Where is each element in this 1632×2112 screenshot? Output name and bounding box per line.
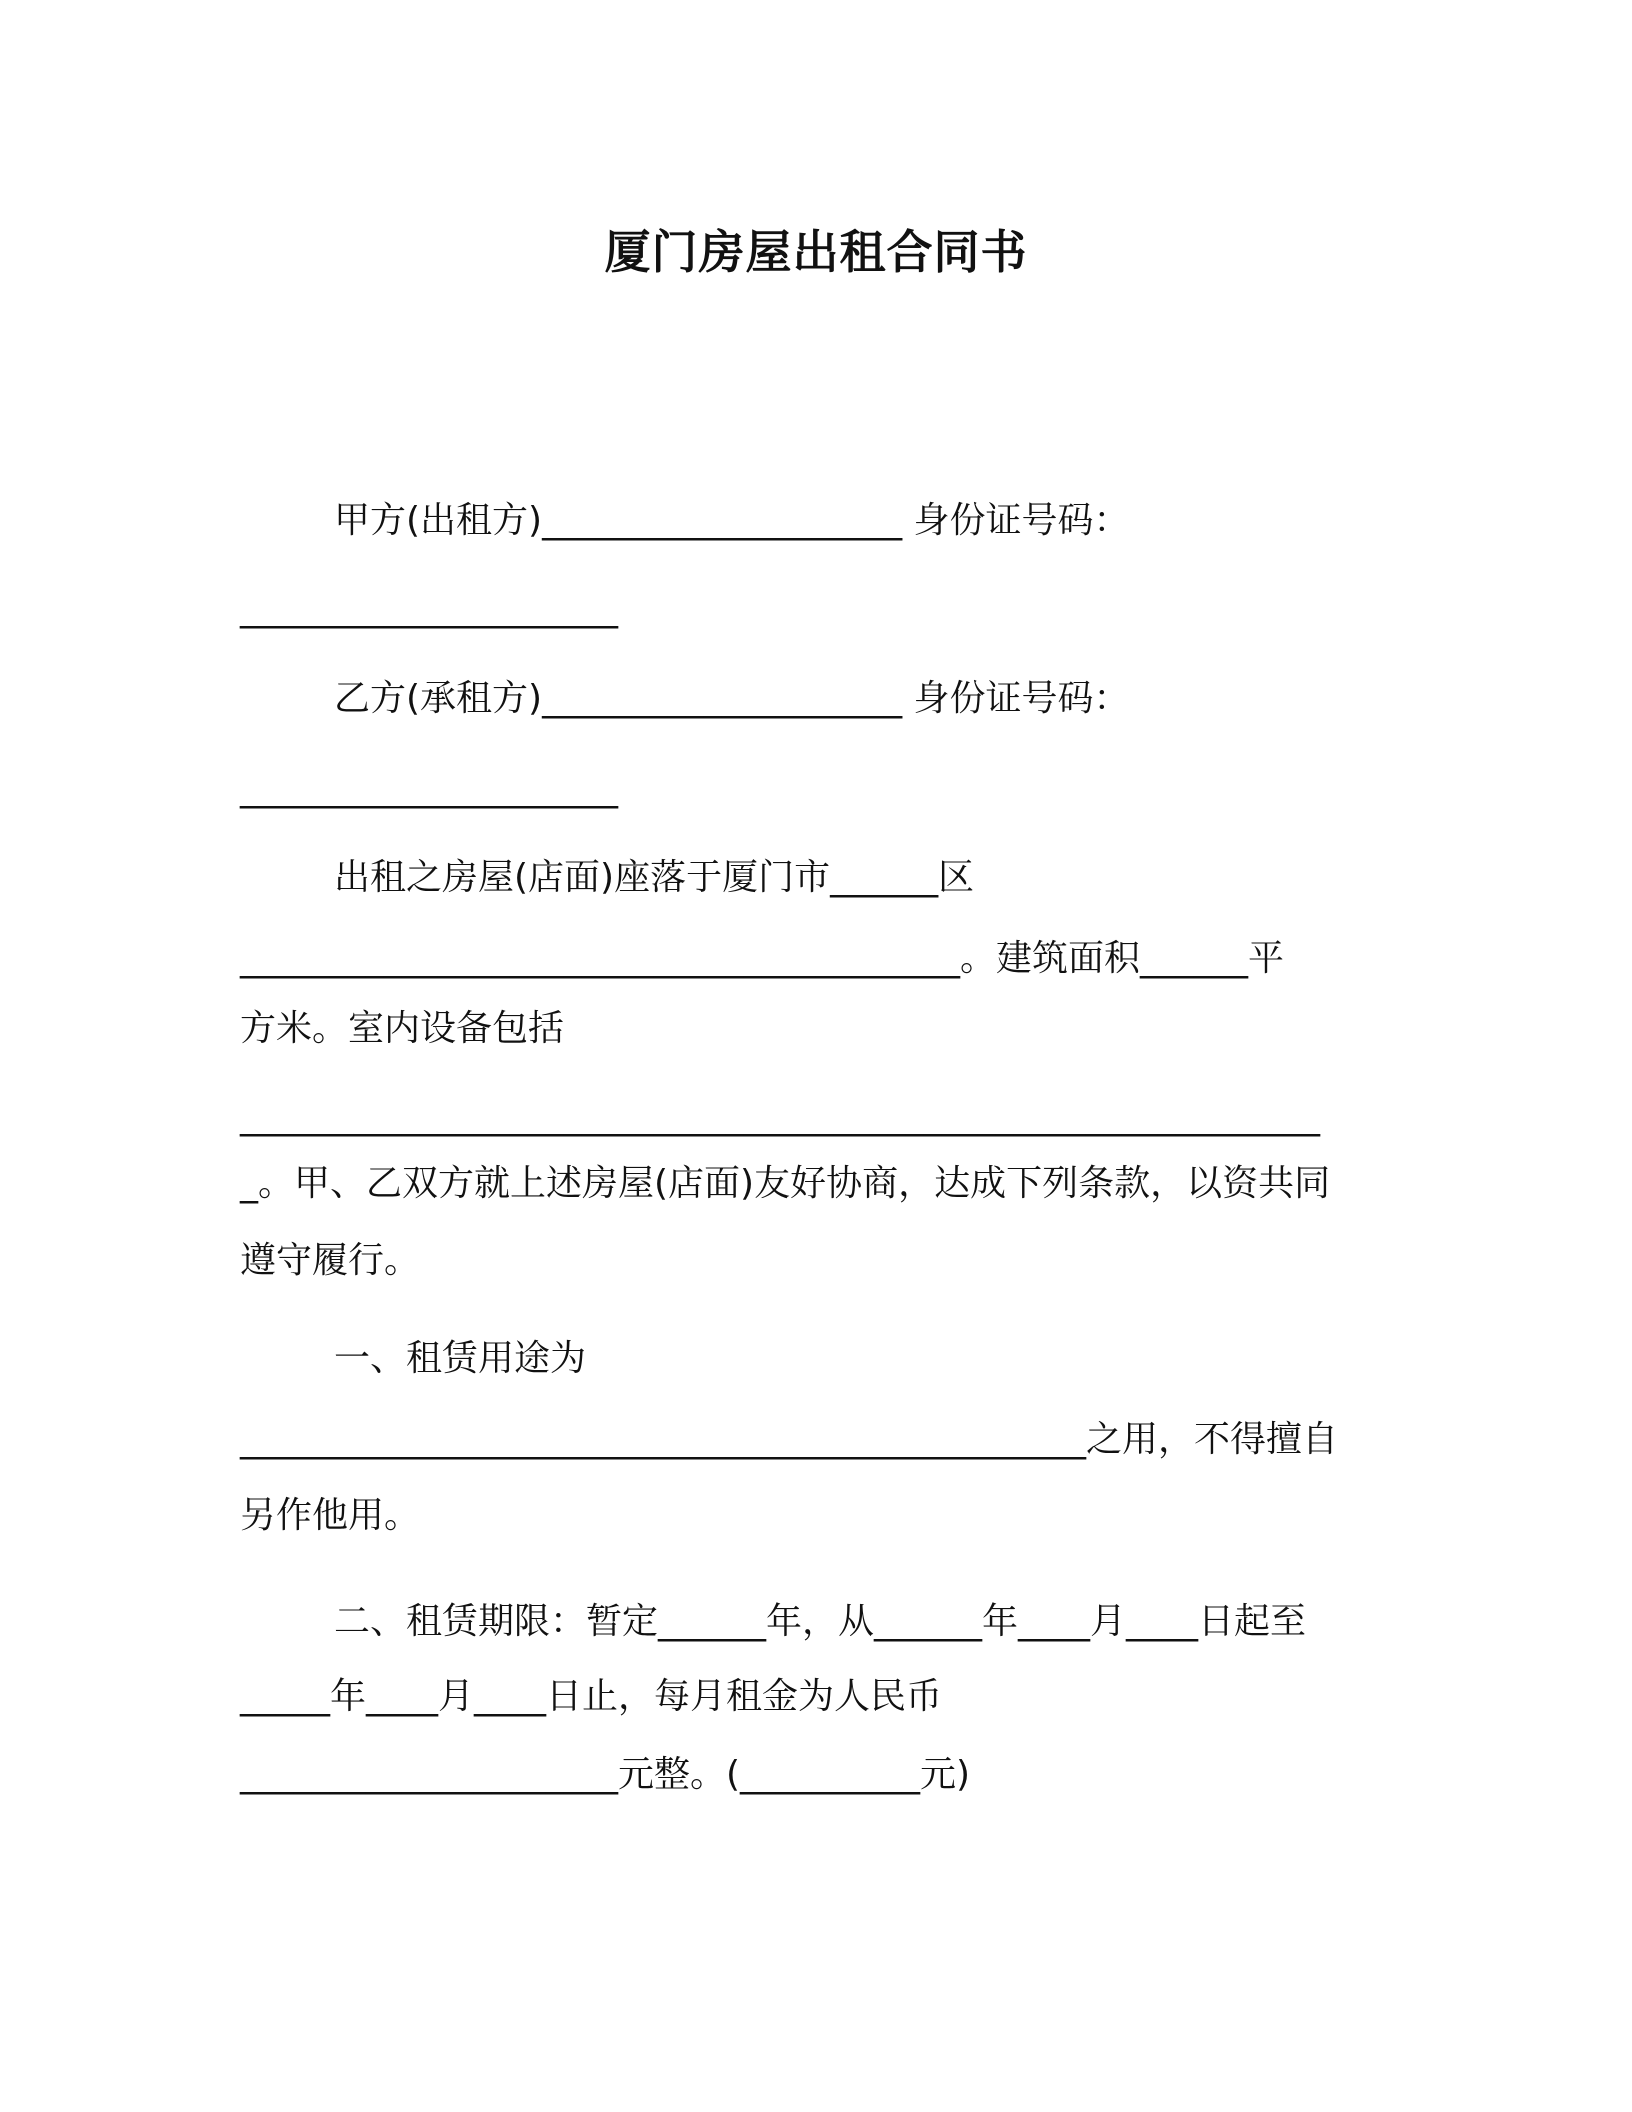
party-a-line: 甲方(出租方)____________________ 身份证号码： xyxy=(334,500,1130,541)
clause-1-end-line: 另作他用。 xyxy=(240,1495,421,1536)
agreement-end-line: 遵守履行。 xyxy=(240,1240,421,1281)
party-b-line: 乙方(承租方)____________________ 身份证号码： xyxy=(334,678,1130,719)
clause-2-term-line: 二、租赁期限：暂定______年，从______年____月____日起至 xyxy=(334,1601,1307,1642)
equipment-line: 方米。室内设备包括 xyxy=(240,1008,565,1049)
party-b-id-blank: _____________________ xyxy=(240,768,618,809)
clause-2-amount-line: _____________________元整。(__________元) xyxy=(240,1754,971,1795)
clause-2-rent-line: _____年____月____日止，每月租金为人民币 xyxy=(240,1676,943,1717)
agreement-line: _。甲、乙双方就上述房屋(店面)友好协商，达成下列条款，以资共同 xyxy=(240,1163,1331,1204)
clause-1-purpose-line: _______________________________________________之用，不得擅自 xyxy=(240,1419,1339,1460)
clause-1-heading: 一、租赁用途为 xyxy=(334,1338,587,1379)
property-area-line: ________________________________________。建筑面积______平 xyxy=(240,938,1285,979)
party-a-id-blank: _____________________ xyxy=(240,588,618,629)
equipment-blank-line: ____________________________________________________________ xyxy=(240,1096,1320,1137)
property-location-line: 出租之房屋(店面)座落于厦门市______区 xyxy=(334,857,975,898)
document-title: 厦门房屋出租合同书 xyxy=(604,225,1028,279)
